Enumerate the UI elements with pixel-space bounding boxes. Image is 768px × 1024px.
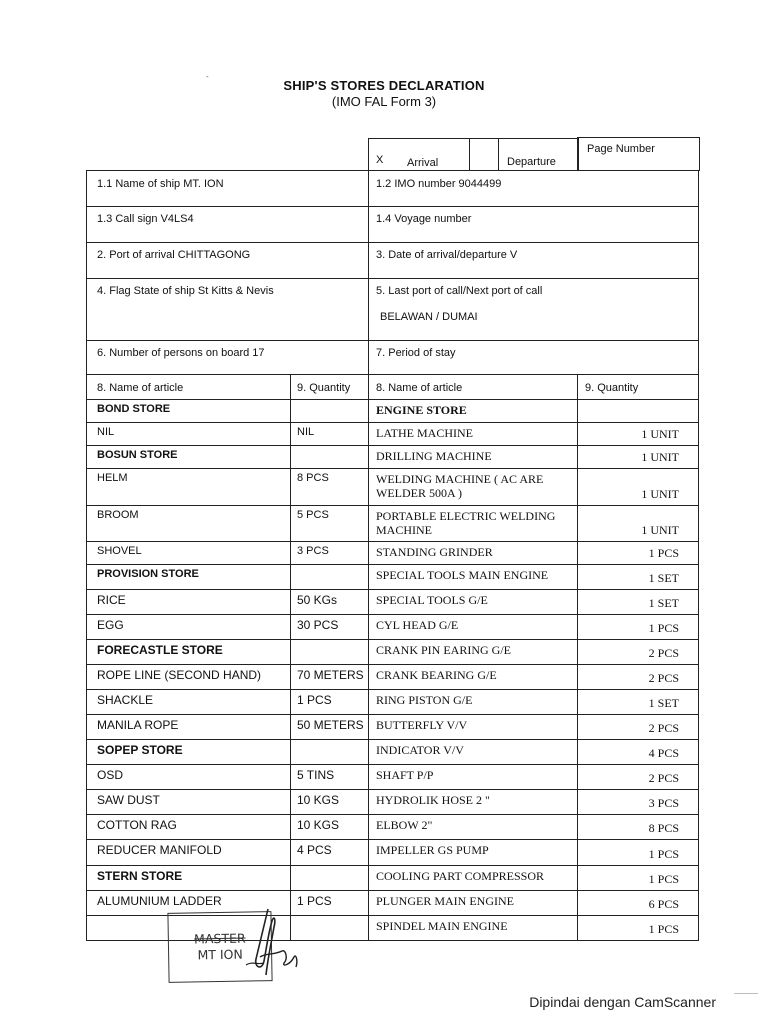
arrival-box-divider xyxy=(469,139,470,171)
left-article-name: REDUCER MANIFOLD xyxy=(97,843,222,857)
table-rule xyxy=(86,242,699,243)
left-article-qty: 8 PCS xyxy=(297,472,329,484)
left-article-qty: 50 KGs xyxy=(297,593,338,607)
left-article-qty: 5 PCS xyxy=(297,509,329,521)
left-article-qty: NIL xyxy=(297,426,315,438)
left-article-name: OSD xyxy=(97,768,124,782)
left-article-name: NIL xyxy=(97,426,115,438)
right-article-name: CRANK BEARING G/E xyxy=(376,668,497,682)
table-center-rule xyxy=(368,170,369,940)
left-article-qty: 10 KGS xyxy=(297,793,340,807)
right-article-name: COOLING PART COMPRESSOR xyxy=(376,869,544,883)
table-rule xyxy=(86,468,699,469)
right-article-name: PORTABLE ELECTRIC WELDING MACHINE xyxy=(376,509,556,537)
left-article-name: COTTON RAG xyxy=(97,818,177,832)
arrival-label: Arrival xyxy=(407,157,439,169)
left-article-name: STERN STORE xyxy=(97,869,183,883)
table-rule xyxy=(86,422,699,423)
left-article-name: BOND STORE xyxy=(97,403,171,415)
right-article-name: RING PISTON G/E xyxy=(376,693,473,707)
persons-on-board-field: 6. Number of persons on board 17 xyxy=(97,347,265,359)
table-border-left xyxy=(86,170,87,940)
page-number-label: Page Number xyxy=(587,143,655,155)
scanner-watermark: Dipindai dengan CamScanner xyxy=(529,994,716,1010)
right-article-qty: 1 PCS xyxy=(648,621,679,635)
left-article-name: SHACKLE xyxy=(97,693,154,707)
right-article-name: PLUNGER MAIN ENGINE xyxy=(376,894,514,908)
right-article-qty: 3 PCS xyxy=(648,796,679,810)
right-article-name: CYL HEAD G/E xyxy=(376,618,459,632)
right-article-qty: 1 UNIT xyxy=(641,523,679,537)
table-rule xyxy=(86,399,699,400)
right-article-name: SPECIAL TOOLS G/E xyxy=(376,593,488,607)
left-article-name: BOSUN STORE xyxy=(97,449,178,461)
stamp-line-ship: MT ION xyxy=(197,946,243,963)
table-rule xyxy=(86,890,699,891)
left-article-name: PROVISION STORE xyxy=(97,568,199,580)
call-sign-field: 1.3 Call sign V4LS4 xyxy=(97,213,194,225)
table-rule xyxy=(86,278,699,279)
left-article-name: ALUMUNIUM LADDER xyxy=(97,894,222,908)
imo-number-field: 1.2 IMO number 9044499 xyxy=(376,178,502,190)
right-article-name: STANDING GRINDER xyxy=(376,545,493,559)
right-article-qty: 1 PCS xyxy=(648,847,679,861)
left-article-name: HELM xyxy=(97,472,128,484)
right-article-name: HYDROLIK HOSE 2 " xyxy=(376,793,490,807)
header-right-qty: 9. Quantity xyxy=(585,382,639,394)
left-article-qty: 70 METERS xyxy=(297,668,364,682)
table-rule xyxy=(86,589,699,590)
table-rule xyxy=(86,505,699,506)
last-port-value: BELAWAN / DUMAI xyxy=(380,311,478,323)
left-article-name: SHOVEL xyxy=(97,545,142,557)
right-article-qty: 1 PCS xyxy=(648,546,679,560)
right-article-name: BUTTERFLY V/V xyxy=(376,718,468,732)
left-qty-rule xyxy=(290,374,291,940)
signature-mark xyxy=(238,905,302,981)
left-article-qty: 1 PCS xyxy=(297,693,332,707)
table-rule xyxy=(86,764,699,765)
right-article-name: WELDING MACHINE ( AC ARE WELDER 500A ) xyxy=(376,472,544,500)
page-title: SHIP'S STORES DECLARATION xyxy=(283,78,485,93)
right-article-name: SPECIAL TOOLS MAIN ENGINE xyxy=(376,568,549,582)
right-article-qty: 1 PCS xyxy=(648,872,679,886)
table-rule xyxy=(86,689,699,690)
table-rule xyxy=(86,714,699,715)
right-article-name: ELBOW 2" xyxy=(376,818,433,832)
left-article-name: FORECASTLE STORE xyxy=(97,643,223,657)
right-article-qty: 2 PCS xyxy=(648,671,679,685)
right-article-qty: 1 UNIT xyxy=(641,487,679,501)
table-rule xyxy=(86,340,699,341)
table-rule xyxy=(86,445,699,446)
right-article-name: INDICATOR V/V xyxy=(376,743,464,757)
port-of-arrival-field: 2. Port of arrival CHITTAGONG xyxy=(97,249,251,261)
table-rule xyxy=(86,541,699,542)
stamp-line-master: MASTER xyxy=(193,930,246,947)
table-rule xyxy=(86,814,699,815)
left-article-qty: 1 PCS xyxy=(297,894,332,908)
right-article-name: LATHE MACHINE xyxy=(376,426,473,440)
right-article-qty: 1 SET xyxy=(648,696,679,710)
table-rule xyxy=(86,206,699,207)
departure-label: Departure xyxy=(507,156,556,168)
left-article-qty: 3 PCS xyxy=(297,545,329,557)
last-port-field: 5. Last port of call/Next port of call xyxy=(376,285,543,297)
left-article-name: RICE xyxy=(97,593,126,607)
right-article-name: IMPELLER GS PUMP xyxy=(376,843,489,857)
table-rule xyxy=(86,789,699,790)
footer-rule xyxy=(734,993,758,994)
table-border-right xyxy=(698,170,699,940)
left-article-qty: 30 PCS xyxy=(297,618,339,632)
table-rule xyxy=(86,865,699,866)
flag-state-field: 4. Flag State of ship St Kitts & Nevis xyxy=(97,285,274,297)
table-rule xyxy=(86,614,699,615)
right-article-qty: 6 PCS xyxy=(648,897,679,911)
right-article-qty: 8 PCS xyxy=(648,821,679,835)
right-article-qty: 2 PCS xyxy=(648,721,679,735)
header-left-name: 8. Name of article xyxy=(97,382,184,394)
table-rule xyxy=(86,564,699,565)
left-article-name: SOPEP STORE xyxy=(97,743,183,757)
left-article-name: EGG xyxy=(97,618,124,632)
right-article-qty: 1 UNIT xyxy=(641,450,679,464)
departure-box-divider xyxy=(498,139,499,171)
voyage-number-field: 1.4 Voyage number xyxy=(376,213,472,225)
right-article-qty: 2 PCS xyxy=(648,646,679,660)
right-article-qty: 4 PCS xyxy=(648,746,679,760)
header-right-name: 8. Name of article xyxy=(376,382,463,394)
table-rule xyxy=(86,839,699,840)
right-article-name: SHAFT P/P xyxy=(376,768,434,782)
right-qty-rule xyxy=(577,374,578,940)
left-article-name: ROPE LINE (SECOND HAND) xyxy=(97,668,262,682)
right-article-name: ENGINE STORE xyxy=(376,403,467,417)
arrival-mark: X xyxy=(376,154,384,166)
table-rule xyxy=(86,639,699,640)
scan-speck-mark: - xyxy=(206,72,209,81)
right-article-qty: 1 SET xyxy=(648,571,679,585)
left-article-name: BROOM xyxy=(97,509,139,521)
right-article-name: DRILLING MACHINE xyxy=(376,449,492,463)
table-rule xyxy=(86,374,699,375)
table-rule xyxy=(86,170,699,171)
table-rule xyxy=(86,739,699,740)
header-left-qty: 9. Quantity xyxy=(297,382,351,394)
table-rule xyxy=(86,664,699,665)
left-article-qty: 50 METERS xyxy=(297,718,364,732)
right-article-qty: 1 UNIT xyxy=(641,427,679,441)
left-article-name: SAW DUST xyxy=(97,793,160,807)
right-article-qty: 2 PCS xyxy=(648,771,679,785)
right-article-name: CRANK PIN EARING G/E xyxy=(376,643,511,657)
left-article-qty: 10 KGS xyxy=(297,818,340,832)
period-of-stay-field: 7. Period of stay xyxy=(376,347,456,359)
left-article-qty: 5 TINS xyxy=(297,768,335,782)
ship-name-field: 1.1 Name of ship MT. ION xyxy=(97,178,224,190)
right-article-name: SPINDEL MAIN ENGINE xyxy=(376,919,508,933)
left-article-name: MANILA ROPE xyxy=(97,718,179,732)
right-article-qty: 1 PCS xyxy=(648,922,679,936)
page-subtitle: (IMO FAL Form 3) xyxy=(331,94,437,109)
date-arrival-field: 3. Date of arrival/departure V xyxy=(376,249,518,261)
left-article-qty: 4 PCS xyxy=(297,843,332,857)
right-article-qty: 1 SET xyxy=(648,596,679,610)
